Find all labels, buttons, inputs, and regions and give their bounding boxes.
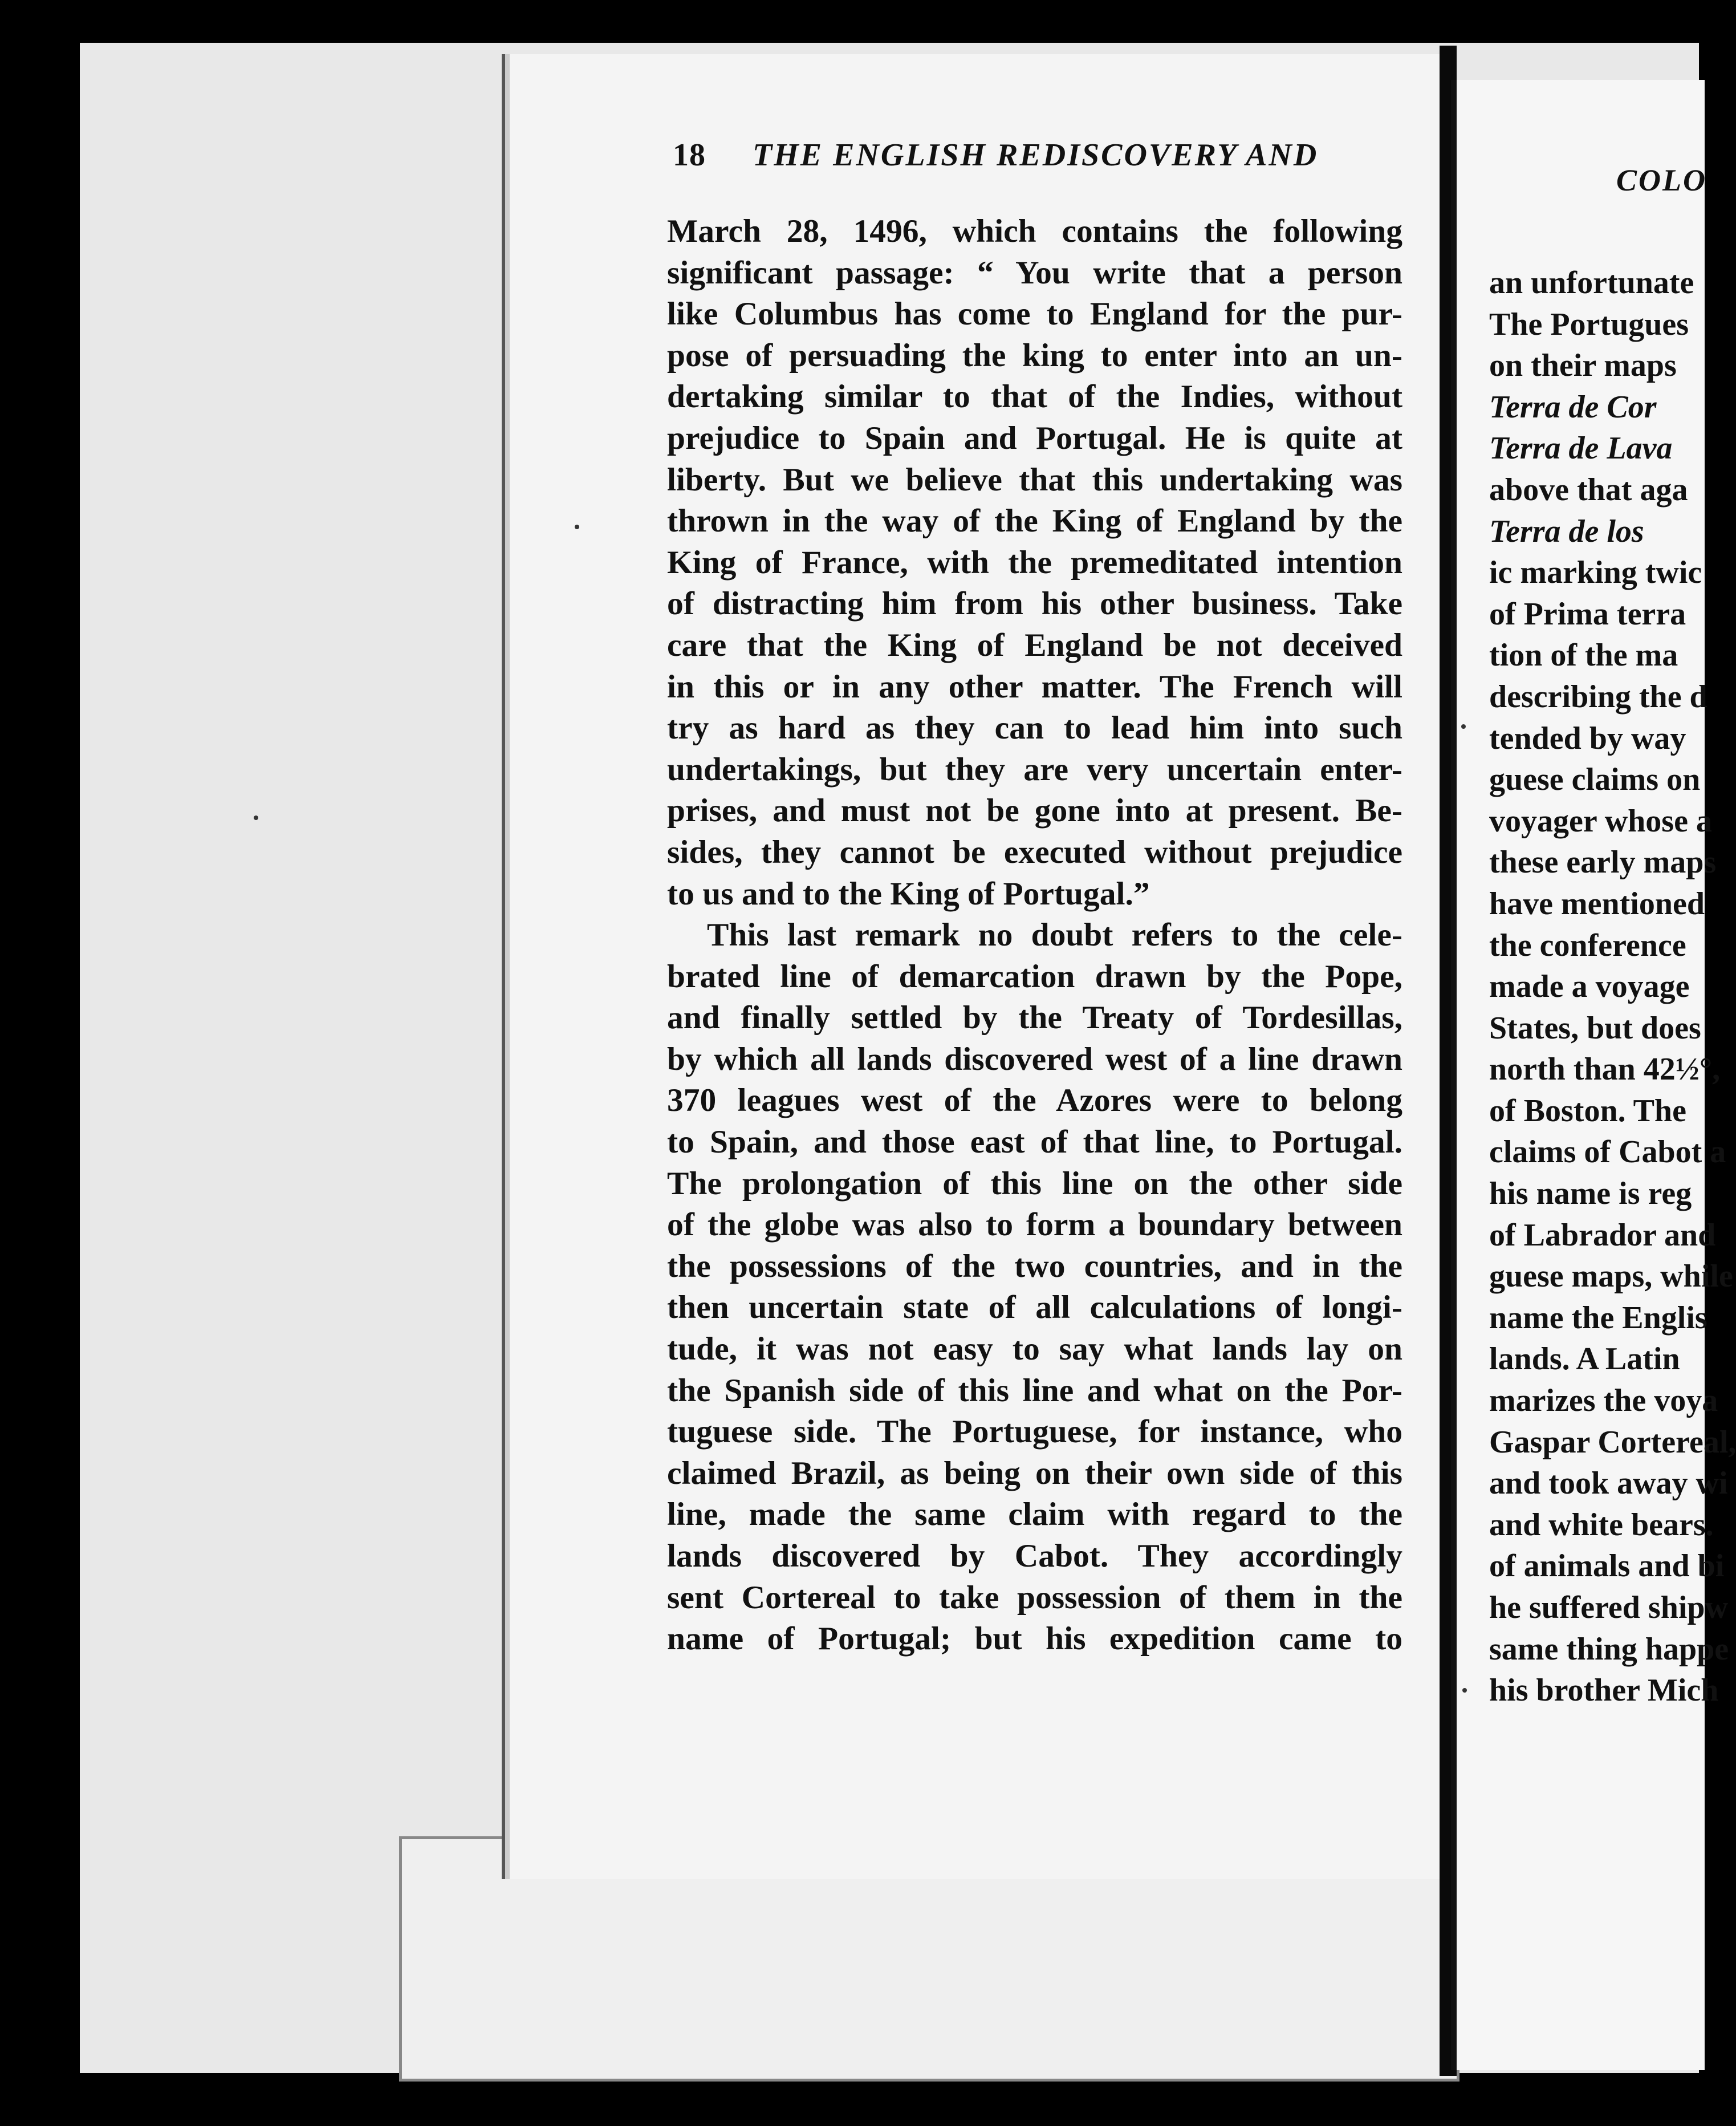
text-line: in this or in any other matter. The French will bbox=[667, 668, 1402, 705]
text-line: to Spain, and those east of that line, to Portugal. bbox=[667, 1124, 1402, 1161]
text-line: of distracting him from his other business. Take bbox=[667, 586, 1402, 622]
text-line: The prolongation of this line on the other side bbox=[667, 1165, 1402, 1202]
text-line: the possessions of the two countries, and in the bbox=[667, 1248, 1402, 1284]
text-line: pose of persuading the king to enter into an un- bbox=[667, 337, 1402, 374]
fragment-line: marizes the voya bbox=[1489, 1383, 1718, 1419]
text-line: then uncertain state of all calculations of longi- bbox=[667, 1289, 1402, 1326]
text-line: claimed Brazil, as being on their own side of this bbox=[667, 1455, 1402, 1491]
fragment-line: States, but does bbox=[1489, 1010, 1701, 1046]
running-header bbox=[673, 137, 1368, 173]
text-line: undertakings, but they are very uncertain enter- bbox=[667, 751, 1402, 788]
text-line: King of France, with the premeditated intention bbox=[667, 544, 1402, 581]
text-line: lands discovered by Cabot. They accordingly bbox=[667, 1538, 1402, 1574]
running-head-title: THE ENGLISH REDISCOVERY AND bbox=[753, 137, 1319, 173]
fragment-line: Terra de Lava bbox=[1489, 431, 1673, 466]
fragment-line: and white bears. bbox=[1489, 1507, 1714, 1543]
fragment-line: claims of Cabot a bbox=[1489, 1134, 1726, 1170]
fragment-line: of Prima terra bbox=[1489, 596, 1686, 632]
text-line: brated line of demarcation drawn by the Pope, bbox=[667, 958, 1402, 995]
right-page-body-fragment bbox=[1489, 262, 1736, 1711]
text-line: and finally settled by the Treaty of Tordesillas, bbox=[667, 1000, 1402, 1036]
left-page-body-text bbox=[667, 211, 1402, 1660]
text-line: care that the King of England be not deceived bbox=[667, 627, 1402, 663]
text-line: thrown in the way of the King of England by the bbox=[667, 503, 1402, 539]
fragment-line: tion of the ma bbox=[1489, 638, 1678, 673]
fragment-line: have mentioned bbox=[1489, 886, 1705, 922]
text-line: This last remark no doubt refers to the cele- bbox=[707, 917, 1402, 954]
fragment-line: on their maps bbox=[1489, 348, 1677, 384]
fragment-line: name the Englis bbox=[1489, 1300, 1707, 1336]
fragment-line: his brother Mich bbox=[1489, 1673, 1719, 1709]
fragment-line: ic marking twic bbox=[1489, 555, 1702, 591]
fragment-line: his name is reg bbox=[1489, 1176, 1692, 1212]
fragment-line: same thing happe bbox=[1489, 1631, 1729, 1667]
fragment-line: lands. A Latin bbox=[1489, 1341, 1680, 1377]
fragment-line: an unfortunate bbox=[1489, 265, 1694, 301]
text-line: the Spanish side of this line and what on the Por- bbox=[667, 1372, 1402, 1409]
text-line: tude, it was not easy to say what lands lay on bbox=[667, 1331, 1402, 1368]
fragment-line: The Portugues bbox=[1489, 306, 1689, 342]
text-line: to us and to the King of Portugal.” bbox=[667, 875, 1150, 912]
fragment-line: tended by way bbox=[1489, 720, 1686, 756]
fragment-line: and took away wi bbox=[1489, 1466, 1728, 1502]
text-line: prises, and must not be gone into at present. Be- bbox=[667, 793, 1402, 829]
text-line: dertaking similar to that of the Indies, without bbox=[667, 379, 1402, 415]
fragment-line: Terra de los bbox=[1489, 513, 1644, 549]
text-line: of the globe was also to form a boundary between bbox=[667, 1207, 1402, 1243]
fragment-line: these early maps bbox=[1489, 845, 1717, 881]
fragment-line: made a voyage bbox=[1489, 969, 1690, 1005]
text-line: try as hard as they can to lead him into such bbox=[667, 710, 1402, 746]
text-line: line, made the same claim with regard to the bbox=[667, 1496, 1402, 1533]
text-line: sent Cortereal to take possession of them in the bbox=[667, 1579, 1402, 1616]
ink-speck bbox=[1462, 1688, 1467, 1693]
text-line: March 28, 1496, which contains the following bbox=[667, 213, 1402, 249]
text-line: by which all lands discovered west of a line drawn bbox=[667, 1041, 1402, 1077]
page-number: 18 bbox=[673, 137, 706, 173]
fragment-line: guese maps, while bbox=[1489, 1259, 1733, 1295]
fragment-line: north than 42½°, bbox=[1489, 1052, 1721, 1088]
ink-speck bbox=[1461, 724, 1466, 729]
fragment-line: above that aga bbox=[1489, 472, 1688, 508]
text-line: 370 leagues west of the Azores were to belong bbox=[667, 1082, 1402, 1119]
fragment-line: guese claims on bbox=[1489, 762, 1701, 798]
text-line: like Columbus has come to England for the pur- bbox=[667, 296, 1402, 332]
text-line: tuguese side. The Portuguese, for instance, who bbox=[667, 1414, 1402, 1450]
ink-speck bbox=[254, 815, 258, 820]
ink-speck bbox=[575, 525, 579, 529]
fragment-line: of Boston. The bbox=[1489, 1093, 1686, 1129]
right-running-head: COLO bbox=[1616, 163, 1707, 197]
text-line: prejudice to Spain and Portugal. He is quite at bbox=[667, 420, 1402, 456]
fragment-line: describing the d bbox=[1489, 679, 1707, 715]
fragment-line: the conference bbox=[1489, 927, 1686, 963]
fragment-line: of Labrador and bbox=[1489, 1217, 1716, 1253]
fragment-line: Terra de Cor bbox=[1489, 389, 1657, 425]
fragment-line: voyager whose a bbox=[1489, 803, 1712, 839]
text-line: significant passage: “ You write that a person bbox=[667, 254, 1402, 291]
text-line: name of Portugal; but his expedition came to bbox=[667, 1621, 1402, 1657]
text-line: liberty. But we believe that this undertaking was bbox=[667, 461, 1402, 498]
fragment-line: of animals and bi bbox=[1489, 1548, 1725, 1584]
fragment-line: Gaspar Cortereal, bbox=[1489, 1424, 1736, 1460]
fragment-line: he suffered shipw bbox=[1489, 1590, 1729, 1625]
text-line: sides, they cannot be executed without prejudice bbox=[667, 834, 1402, 870]
